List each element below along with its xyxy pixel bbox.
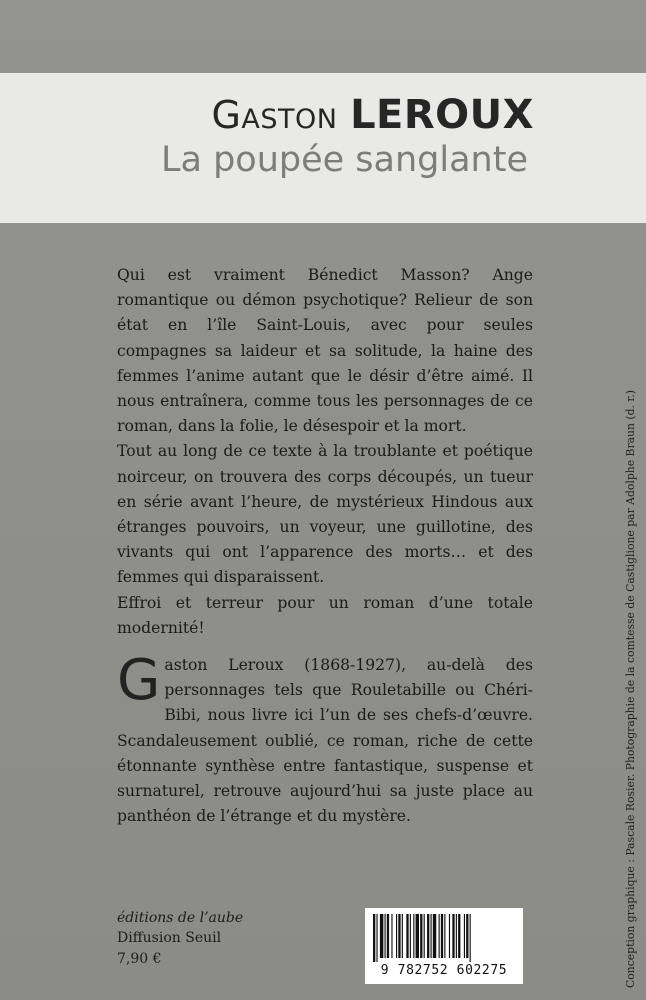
author-last-name: LEROUX xyxy=(350,92,534,138)
barcode-bar xyxy=(452,914,454,958)
barcode-bar xyxy=(385,914,386,958)
barcode-bar xyxy=(466,914,468,958)
barcode-bar xyxy=(449,914,450,958)
book-title: La poupée sanglante xyxy=(161,140,528,180)
barcode-bar xyxy=(424,914,425,958)
barcode-bar xyxy=(439,914,440,958)
synopsis xyxy=(117,263,533,641)
barcode-bar xyxy=(410,914,411,958)
synopsis-paragraph: Qui est vraiment Bénedict Masson? Ange romantique ou démon psychotique? Relieur de son état en l’île Saint-Louis, avec pour seules compagnes sa laideur et sa solitude, la haine des femmes l’anime autant que le désir d’être aimé. Il nous entraînera, comme tous les personnages de ce roman, dans la folie, le désespoir et la mort. xyxy=(117,266,533,436)
bio-dropcap: G xyxy=(117,648,161,713)
synopsis-paragraph: Effroi et terreur pour un roman d’une totale modernité! xyxy=(117,593,533,637)
barcode-bar xyxy=(470,914,471,962)
barcode-bar xyxy=(396,914,397,958)
barcode-bar xyxy=(441,914,443,958)
barcode-bar xyxy=(413,914,414,958)
barcode-bar xyxy=(398,914,400,958)
barcode-bar xyxy=(431,914,432,958)
barcode-bar xyxy=(427,914,429,958)
publisher-name: éditions de l’aube xyxy=(117,910,244,926)
synopsis-paragraph: Tout au long de ce texte à la troublante et poétique noirceur, on trouvera des corps découpés, un tueur en série avant l’heure, de mystérieux Hindous aux étranges pouvoirs, un voyeur, une guillotine, des vivants qui ont l’apparence des morts… et des femmes qui disparaissent. xyxy=(117,442,533,587)
author-bio xyxy=(117,648,533,829)
author-first-name: Gaston xyxy=(211,93,338,137)
barcode-bar xyxy=(416,914,419,958)
design-credit: Conception graphique : Pascale Rosier. Photographie de la comtesse de Castiglione par Adolphe Braun (d. r.) xyxy=(624,390,637,988)
barcode-bar xyxy=(376,914,377,962)
barcode-bar xyxy=(444,914,445,958)
isbn-digits: 9 782752 602275 xyxy=(380,963,508,978)
barcode-bar xyxy=(373,914,375,962)
bio-text: aston Leroux (1868-1927), au-delà des personnages tels que Rouletabille ou Chéri-Bibi, nous livre ici l’un de ses chefs-d’œuvre. Scandaleusement oublié, ce roman, riche de cette étonnante synthèse entre fantastique, suspense et surnaturel, retrouve aujourd’hui sa juste place au panthéon de l’étrange et du mystère. xyxy=(117,656,533,826)
author-name xyxy=(211,92,534,138)
barcode-bar xyxy=(380,914,383,958)
barcode-bar xyxy=(420,914,422,958)
barcode-bars xyxy=(373,914,515,962)
distribution-line: Diffusion Seuil xyxy=(117,930,222,946)
barcode-bar xyxy=(391,914,392,958)
barcode-bar xyxy=(464,914,465,958)
isbn-barcode xyxy=(365,908,523,984)
barcode-bar xyxy=(458,914,460,958)
barcode-bar xyxy=(433,914,436,958)
barcode-bar xyxy=(406,914,408,958)
barcode-bar xyxy=(387,914,389,958)
barcode-bar xyxy=(456,914,457,958)
barcode-bar xyxy=(402,914,403,958)
price: 7,90 € xyxy=(117,951,162,967)
